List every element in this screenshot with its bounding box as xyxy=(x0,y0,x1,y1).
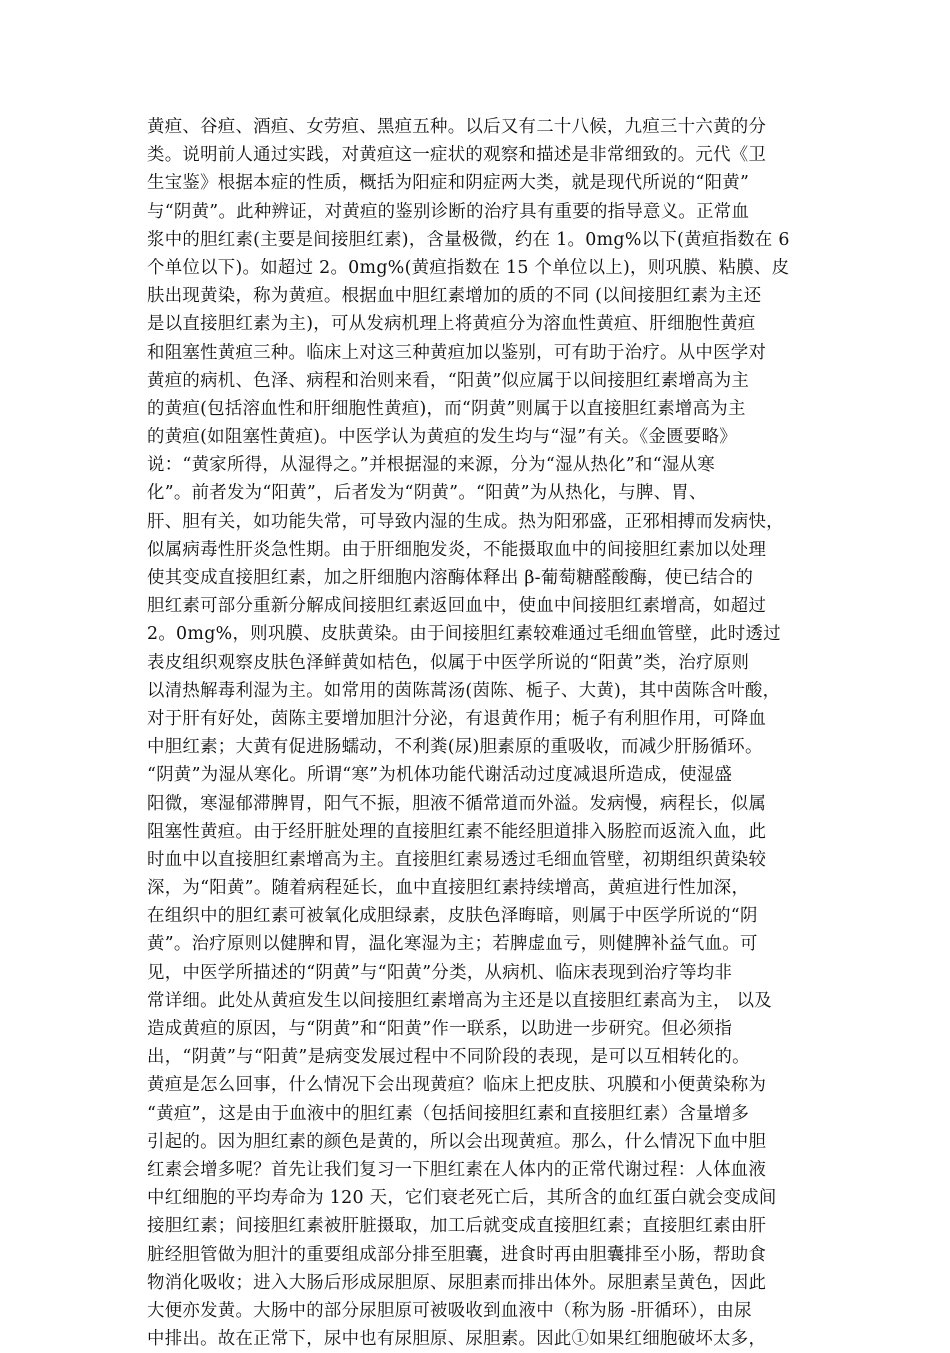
text-line: 黄疸是怎么回事，什么情况下会出现黄疸？临床上把皮肤、巩膜和小便黄染称为 xyxy=(147,1075,767,1096)
text-line: 的黄疸(如阻塞性黄疸)。中医学认为黄疸的发生均与“湿”有关。《金匮要略》 xyxy=(147,427,737,448)
text-line: 对于肝有好处，茵陈主要增加胆汁分泌，有退黄作用；栀子有利胆作用，可降血 xyxy=(147,708,767,729)
text-line: 红素会增多呢？首先让我们复习一下胆红素在人体内的正常代谢过程：人体血液 xyxy=(147,1159,767,1180)
text-line: “阴黄”为湿从寒化。所谓“寒”为机体功能代谢活动过度减退所造成，使湿盛 xyxy=(147,765,733,786)
text-line: 表皮组织观察皮肤色泽鲜黄如桔色，似属于中医学所说的“阳黄”类，治疗原则 xyxy=(147,652,750,673)
text-line: 似属病毒性肝炎急性期。由于肝细胞发炎，不能摄取血中的间接胆红素加以处理 xyxy=(147,539,767,560)
text-line: 与“阴黄”。此种辨证，对黄疸的鉴别诊断的治疗具有重要的指导意义。正常血 xyxy=(147,201,750,222)
text-line: 和阻塞性黄疸三种。临床上对这三种黄疸加以鉴别，可有助于治疗。从中医学对 xyxy=(147,342,767,363)
text-line: 深，为“阳黄”。随着病程延长，血中直接胆红素持续增高，黄疸进行性加深， xyxy=(147,878,750,899)
text-line: 物消化吸收；进入大肠后形成尿胆原、尿胆素而排出体外。尿胆素呈黄色，因此 xyxy=(147,1272,767,1293)
text-line: 是以直接胆红素为主)，可从发病机理上将黄疸分为溶血性黄疸、肝细胞性黄疸 xyxy=(147,314,756,335)
text-line: 在组织中的胆红素可被氧化成胆绿素，皮肤色泽晦暗，则属于中医学所说的“阴 xyxy=(147,906,758,927)
text-line: 化”。前者发为“阳黄”，后者发为“阴黄”。“阳黄”为从热化，与脾、胃、 xyxy=(147,483,707,504)
text-line: 常详细。此处从黄疸发生以间接胆红素增高为主还是以直接胆红素高为主， 以及 xyxy=(147,990,773,1011)
text-line: 引起的。因为胆红素的颜色是黄的，所以会出现黄疸。那么，什么情况下血中胆 xyxy=(147,1131,767,1152)
text-line: 个单位以下)。如超过 2。0mg%(黄疸指数在 15 个单位以上)，则巩膜、粘膜、皮 xyxy=(147,257,790,278)
text-line: 肝、胆有关，如功能失常，可导致内湿的生成。热为阳邪盛，正邪相搏而发病快， xyxy=(147,511,784,532)
text-line: 阳微，寒湿郁滞脾胃，阳气不振，胆液不循常道而外溢。发病慢，病程长，似属 xyxy=(147,793,767,814)
text-line: 的黄疸(包括溶血性和肝细胞性黄疸)，而“阴黄”则属于以直接胆红素增高为主 xyxy=(147,398,746,419)
text-line: 中胆红素；大黄有促进肠蠕动，不利粪(尿)胆素原的重吸收，而减少肝肠循环。 xyxy=(147,737,763,758)
text-line: 大便亦发黄。大肠中的部分尿胆原可被吸收到血液中（称为肠 -肝循环），由尿 xyxy=(147,1300,752,1321)
text-line: 中红细胞的平均寿命为 120 天，它们衰老死亡后，其所含的血红蛋白就会变成间 xyxy=(147,1188,777,1209)
text-line: 黄疸、谷疸、酒疸、女劳疸、黑疸五种。以后又有二十八候，九疸三十六黄的分 xyxy=(147,117,767,137)
text-line: 使其变成直接胆红素，加之肝细胞内溶酶体释出 β-葡萄糖醛酸酶，使已结合的 xyxy=(147,568,754,588)
text-line: 时血中以直接胆红素增高为主。直接胆红素易透过毛细血管壁，初期组织黄染较 xyxy=(147,849,767,870)
text-line: 生宝鉴》根据本症的性质，概括为阳症和阴症两大类，就是现代所说的“阳黄” xyxy=(147,173,750,194)
text-line: 以清热解毒利湿为主。如常用的茵陈蒿汤(茵陈、栀子、大黄)，其中茵陈含叶酸， xyxy=(147,680,781,701)
body-text xyxy=(147,113,817,1353)
text-line: 黄”。治疗原则以健脾和胃，温化寒湿为主；若脾虚血亏，则健脾补益气血。可 xyxy=(147,934,758,955)
text-line: 见，中医学所描述的“阴黄”与“阳黄”分类，从病机、临床表现到治疗等均非 xyxy=(147,962,733,983)
text-line: 阻塞性黄疸。由于经肝脏处理的直接胆红素不能经胆道排入肠腔而返流入血，此 xyxy=(147,821,767,842)
text-line: 黄疸的病机、色泽、病程和治则来看，“阳黄”似应属于以间接胆红素增高为主 xyxy=(147,370,750,391)
text-line: 胆红素可部分重新分解成间接胆红素返回血中，使血中间接胆红素增高，如超过 xyxy=(147,596,767,617)
text-line: “黄疸”，这是由于血液中的胆红素（包括间接胆红素和直接胆红素）含量增多 xyxy=(147,1103,750,1124)
text-line: 脏经胆管做为胆汁的重要组成部分排至胆囊，进食时再由胆囊排至小肠，帮助食 xyxy=(147,1244,767,1265)
text-line: 浆中的胆红素(主要是间接胆红素)，含量极微，约在 1。0mg%以下(黄疸指数在 6 xyxy=(147,229,790,250)
text-line: 2。0mg%，则巩膜、皮肤黄染。由于间接胆红素较难通过毛细血管壁，此时透过 xyxy=(147,624,781,645)
text-line: 中排出。故在正常下，尿中也有尿胆原、尿胆素。因此①如果红细胞破坏太多， xyxy=(147,1329,767,1350)
text-line: 肤出现黄染，称为黄疸。根据血中胆红素增加的质的不同 (以间接胆红素为主还 xyxy=(147,286,762,307)
text-line: 接胆红素；间接胆红素被肝脏摄取，加工后就变成直接胆红素；直接胆红素由肝 xyxy=(147,1216,767,1237)
text-line: 说：“黄家所得，从湿得之。”并根据湿的来源，分为“湿从热化”和“湿从寒 xyxy=(147,455,715,476)
text-line: 造成黄疸的原因，与“阴黄”和“阳黄”作一联系，以助进一步研究。但必须指 xyxy=(147,1019,733,1039)
text-line: 出，“阴黄”与“阳黄”是病变发展过程中不同阶段的表现，是可以互相转化的。 xyxy=(147,1047,750,1068)
text-line: 类。说明前人通过实践，对黄疸这一症状的观察和描述是非常细致的。元代《卫 xyxy=(147,145,767,166)
